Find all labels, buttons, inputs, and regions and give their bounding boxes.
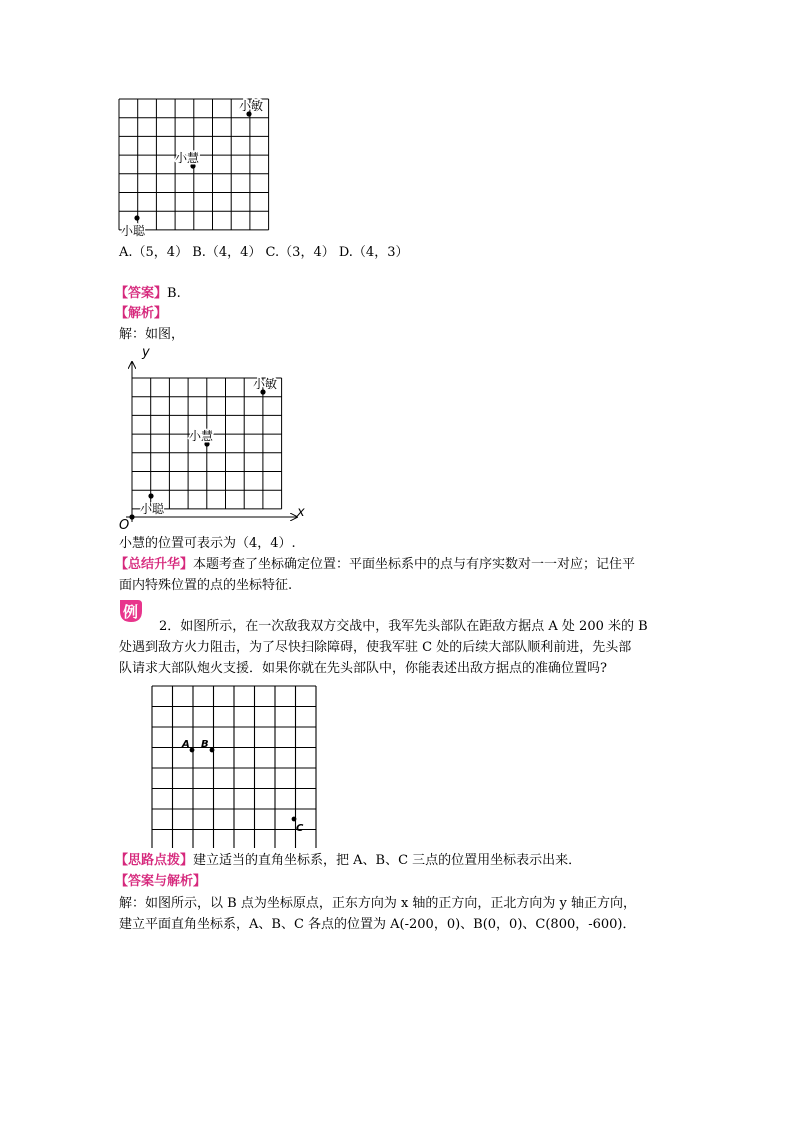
- example-badge-icon: [117, 597, 145, 625]
- label-xiaohui: 小慧: [189, 429, 214, 443]
- label-xiaocong: 小聪: [140, 502, 165, 516]
- analysis-tag: 【解析】: [115, 306, 168, 321]
- label-xiaocong: 小聪: [121, 224, 146, 238]
- summary-line-1: [115, 557, 635, 573]
- grid-figure-abc: [149, 683, 319, 848]
- answer-value: B.: [167, 286, 181, 301]
- y-axis-label: y: [142, 345, 150, 360]
- example-line-1: 2．如图所示，在一次敌我双方交战中，我军先头部队在距敌方据点 A 处 200 米的 B: [159, 619, 648, 634]
- answer2-line-2: 建立平面直角坐标系，A、B、C 各点的位置为 A(-200，0)、B(0，0)、C(800，-600)．: [119, 917, 636, 932]
- hint-tag: 【思路点拨】: [115, 853, 194, 868]
- conclusion-text: 小慧的位置可表示为（4，4）.: [119, 536, 296, 551]
- summary-line-2: 面内特殊位置的点的坐标特征.: [119, 578, 293, 593]
- grid-figure-1: [115, 95, 275, 240]
- answer2-line-1: 解：如图所示，以 B 点为坐标原点，正东方向为 x 轴的正方向，正北方向为 y 轴正方向，: [119, 896, 637, 911]
- analysis-intro: 解：如图，: [119, 327, 185, 342]
- grid-lines: [152, 686, 316, 848]
- label-xiaomin: 小敏: [239, 99, 264, 113]
- point-b: [210, 748, 215, 753]
- point-xiaocong: [148, 493, 153, 498]
- answer-tag: 【答案】: [115, 286, 168, 301]
- label-b: B: [201, 739, 209, 750]
- hint-text: 建立适当的直角坐标系，把 A、B、C 三点的位置用坐标表示出来．: [193, 853, 582, 868]
- point-origin: [129, 514, 134, 519]
- origin-label: O: [119, 518, 130, 533]
- example-line-2: 处遇到敌方火力阻击，为了尽快扫除障碍，使我军驻 C 处的后续大部队顺利前进，先头部: [119, 640, 632, 655]
- summary-tag: 【总结升华】: [115, 557, 194, 572]
- answer2-tag: 【答案与解析】: [115, 874, 207, 889]
- summary-text-1: 本题考查了坐标确定位置：平面坐标系中的点与有序实数对一一对应；记住平: [193, 557, 636, 572]
- label-a: A: [182, 739, 190, 750]
- example-badge-text: 例: [123, 603, 139, 621]
- hint-line: [115, 853, 581, 869]
- label-xiaohui: 小慧: [175, 151, 200, 165]
- point-a: [190, 748, 195, 753]
- point-c: [292, 817, 297, 822]
- answer-line: [115, 286, 181, 302]
- answer-options: A.（5，4） B.（4，4） C.（3，4） D.（4，3）: [119, 245, 409, 260]
- x-axis-label: x: [297, 505, 305, 520]
- example-line-3: 队请求大部队炮火支援．如果你就在先头部队中，你能表述出敌方据点的准确位置吗?: [119, 661, 607, 676]
- coordinate-graph: [112, 342, 312, 537]
- label-xiaomin: 小敏: [253, 377, 278, 391]
- point-xiaocong: [134, 215, 139, 220]
- label-c: C: [296, 823, 304, 834]
